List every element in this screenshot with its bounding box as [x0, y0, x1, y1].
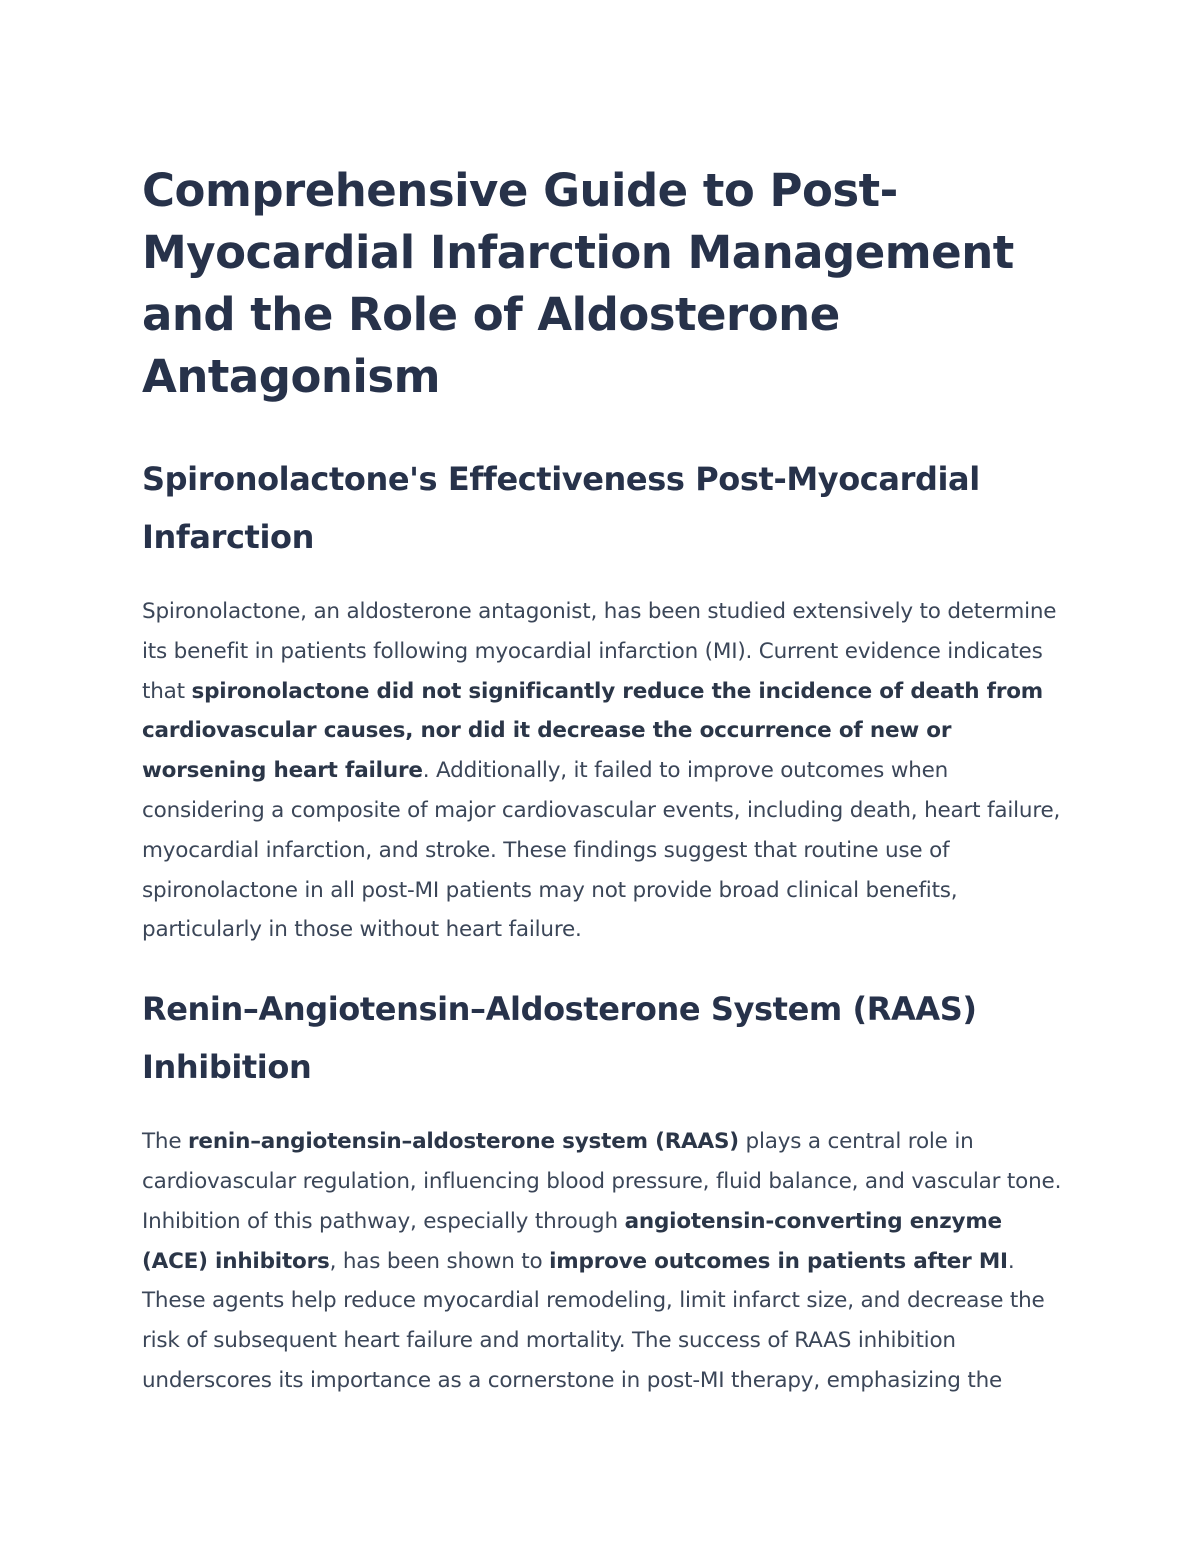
paragraph-text: . These agents help reduce myocardial remodeling, limit infarct size, and decrease the risk of subsequent heart failure and mortality. The success of RAAS inhibition underscores its importance as a cornerstone in post-MI therapy, emphasizing the [142, 1248, 1045, 1393]
paragraph-emphasis: angiotensin-converting enzyme (ACE) inhibitors [142, 1208, 1002, 1274]
section-paragraph-raas [142, 1122, 1072, 1401]
document-title: Comprehensive Guide to Post-Myocardial Infarction Management and the Role of Aldosterone Antagonism [142, 164, 1014, 403]
paragraph-text: , has been shown to [329, 1248, 550, 1274]
section-paragraph-spironolactone [142, 592, 1072, 950]
paragraph-text: Spironolactone, an aldosterone antagonist, has been studied extensively to determine its benefit in patients following myocardial infarction (MI). Current evidence indicates that [142, 599, 1057, 704]
paragraph-text: plays a central role in cardiovascular regulation, influencing blood pressure, fluid balance, and vascular tone. Inhibition of this pathway, especially through [142, 1129, 1062, 1234]
paragraph-text: . Additionally, it failed to improve outcomes when considering a composite of major cardiovascular events, including death, heart failure, myocardial infarction, and stroke. These findings suggest that routine use of spironolactone in all post-MI patients may not provide broad clinical benefits, particularly in those without heart failure. [142, 758, 1061, 943]
paragraph-emphasis: improve outcomes in patients after MI [549, 1248, 1008, 1274]
paragraph-text: The [142, 1129, 189, 1155]
section-heading-spironolactone: Spironolactone's Effectiveness Post-Myocardial Infarction [142, 460, 980, 556]
paragraph-emphasis: spironolactone did not significantly reduce the incidence of death from cardiovascular causes, nor did it decrease the occurrence of new or worsening heart failure [142, 678, 1044, 784]
paragraph-emphasis: renin–angiotensin–aldosterone system (RAAS) [188, 1129, 739, 1155]
document-page [142, 160, 1072, 1431]
section-heading-raas: Renin–Angiotensin–Aldosterone System (RAAS) Inhibition [142, 990, 977, 1087]
